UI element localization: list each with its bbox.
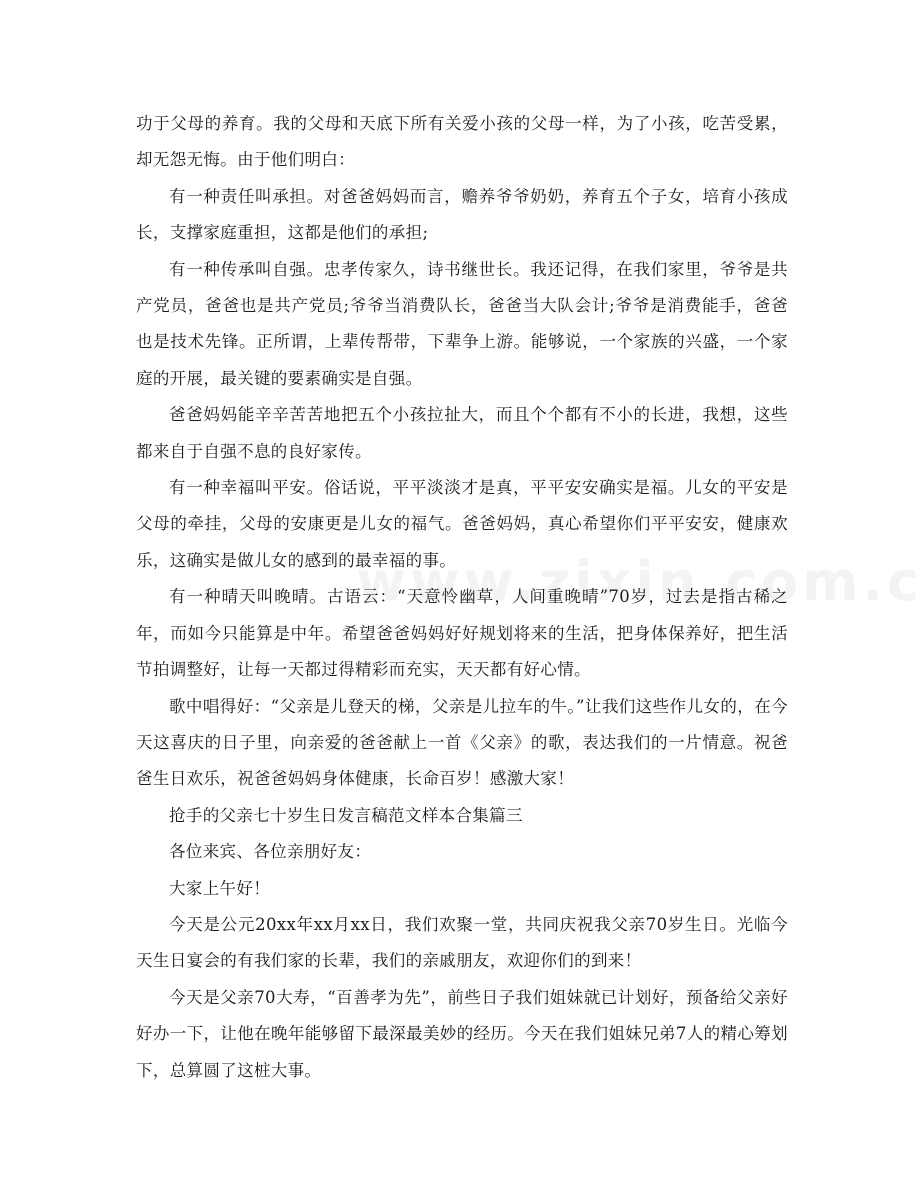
paragraph-1: 功于父母的养育。我的父母和天底下所有关爱小孩的父母一样，为了小孩，吃苦受累，却无怨无悔。由于他们明白： <box>136 114 788 170</box>
paragraph-11: 今天是公元20xx年xx月xx日，我们欢聚一堂，共同庆祝我父亲70岁生日。光临今天生日宴会的有我们家的长辈，我们的亲戚朋友，欢迎你们的到来！ <box>136 914 788 971</box>
greeting: 大家上午好！ <box>169 878 271 898</box>
document-body <box>136 106 788 1089</box>
salutation: 各位来宾、各位亲朋好友： <box>169 842 372 862</box>
paragraph-6: 有一种晴天叫晚晴。古语云：“天意怜幽草，人间重晚晴”70岁，过去是指古稀之年，而如今只能算是中年。希望爸爸妈妈好好规划将来的生活，把身体保养好，把生活节拍调整好，让每一天都过得精彩而充实，天天都有好心情。 <box>136 587 788 680</box>
section-heading: 抢手的父亲七十岁生日发言稿范文样本合集篇三 <box>169 805 523 825</box>
paragraph-4: 爸爸妈妈能辛辛苦苦地把五个小孩拉扯大，而且个个都有不小的长进，我想，这些都来自于自强不息的良好家传。 <box>136 405 788 461</box>
paragraph-7: 歌中唱得好：“父亲是儿登天的梯，父亲是儿拉车的牛。”让我们这些作儿女的，在今天这喜庆的日子里，向亲爱的爸爸献上一首《父亲》的歌，表达我们的一片情意。祝爸爸生日欢乐，祝爸爸妈妈身体健康，长命百岁！感激大家！ <box>136 696 788 789</box>
paragraph-3: 有一种传承叫自强。忠孝传家久，诗书继世长。我还记得，在我们家里，爷爷是共产党员，爸爸也是共产党员;爷爷当消费队长，爸爸当大队会计;爷爷是消费能手，爸爸也是技术先锋。正所谓，上辈传帮带，下辈争上游。能够说，一个家族的兴盛，一个家庭的开展，最关键的要素确实是自强。 <box>136 259 788 388</box>
paragraph-2: 有一种责任叫承担。对爸爸妈妈而言，赡养爷爷奶奶，养育五个子女，培育小孩成长，支撑家庭重担，这都是他们的承担; <box>136 186 788 243</box>
paragraph-5: 有一种幸福叫平安。俗话说，平平淡淡才是真，平平安安确实是福。儿女的平安是父母的牵挂，父母的安康更是儿女的福气。爸爸妈妈，真心希望你们平平安安，健康欢乐，这确实是做儿女的感到的最幸福的事。 <box>136 478 788 570</box>
paragraph-12: 今天是父亲70大寿，“百善孝为先”，前些日子我们姐妹就已计划好，预备给父亲好好办一下，让他在晚年能够留下最深最美妙的经历。今天在我们姐妹兄弟7人的精心筹划下，总算圆了这桩大事。 <box>136 987 788 1080</box>
